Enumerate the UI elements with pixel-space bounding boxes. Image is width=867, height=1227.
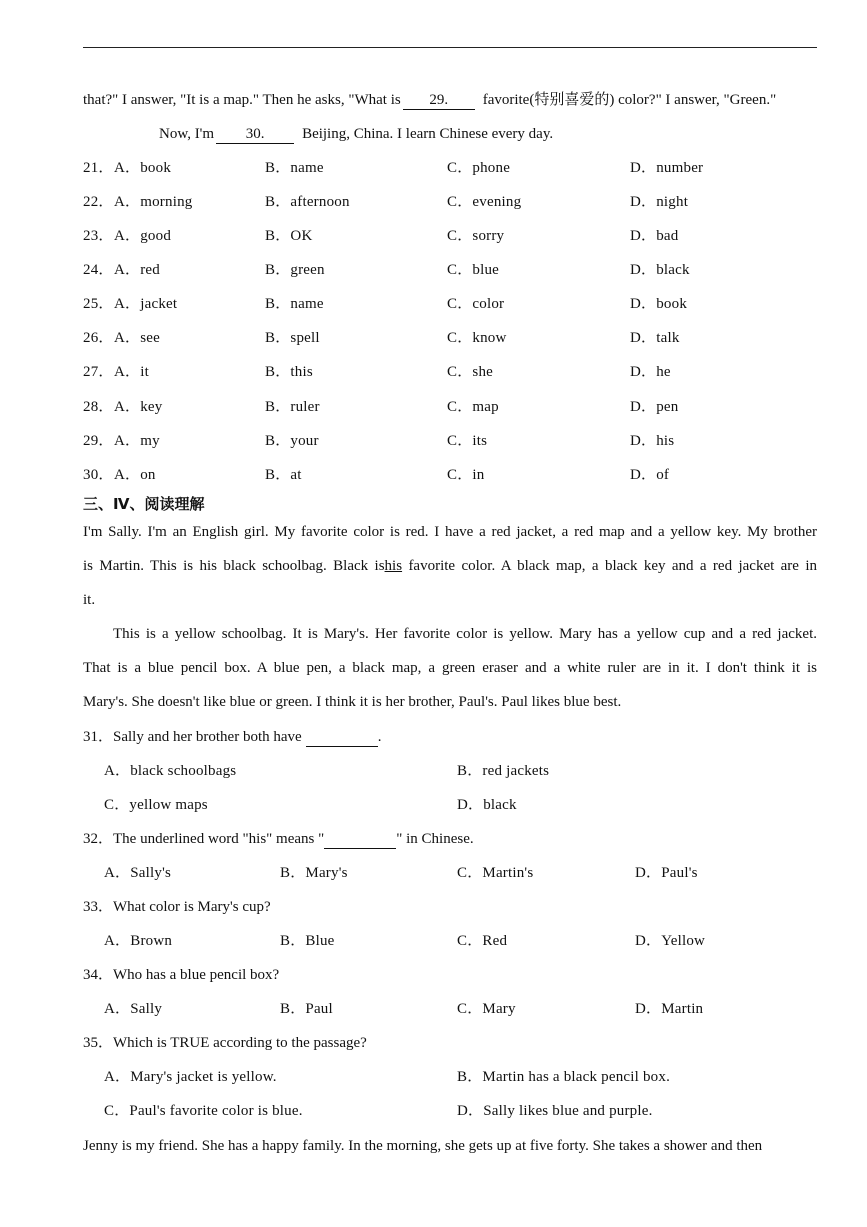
blank-29: 29. xyxy=(403,91,475,110)
passage-line: That is a blue pencil box. A blue pen, a black map, a green eraser and a white ruler are in it. I don't think it is xyxy=(83,660,817,676)
q33-option-b: B．Blue xyxy=(280,933,335,949)
question-stem: 32．The underlined word "his" means " xyxy=(83,831,325,847)
question-33: 33．What color is Mary's cup? xyxy=(83,899,271,915)
q35-option-a: A．Mary's jacket is yellow. xyxy=(104,1069,277,1085)
underlined-word-his: his xyxy=(384,558,403,574)
passage-text: favorite color. A black map, a black key and a red jacket are in xyxy=(402,558,817,574)
cloze-text: favorite(特别喜爱的) color?" I answer, "Green." xyxy=(482,92,777,108)
q35-option-d: D．Sally likes blue and purple. xyxy=(457,1103,653,1119)
section-heading: 三、Ⅳ、阅读理解 xyxy=(83,495,205,513)
q32-option-c: C．Martin's xyxy=(457,865,534,881)
q32-option-d: D．Paul's xyxy=(635,865,698,881)
q31-option-c: C．yellow maps xyxy=(104,797,208,813)
reading-passage-1 xyxy=(83,515,817,719)
option-number: 22． xyxy=(83,194,114,210)
q31-option-a: A．black schoolbags xyxy=(104,763,237,779)
option-c: C．she xyxy=(447,364,494,380)
question-tail: " in Chinese. xyxy=(396,831,474,847)
cloze-text: Beijing, China. I learn Chinese every day. xyxy=(302,126,554,142)
blank-30: 30. xyxy=(216,125,294,144)
option-d: D．bad xyxy=(630,228,679,244)
passage-line: it. xyxy=(83,592,96,608)
q32-option-a: A．Sally's xyxy=(104,865,172,881)
option-d: D．number xyxy=(630,160,704,176)
passage-line: Mary's. She doesn't like blue or green. I think it is her brother, Paul's. Paul likes blue best. xyxy=(83,694,622,710)
cloze-line-30 xyxy=(159,124,553,144)
option-b: B．afternoon xyxy=(265,194,350,210)
question-stem: 31．Sally and her brother both have xyxy=(83,729,302,745)
q33-option-a: A．Brown xyxy=(104,933,173,949)
option-b: B．your xyxy=(265,433,319,449)
option-number: 23． xyxy=(83,228,114,244)
option-d: D．book xyxy=(630,296,688,312)
q34-option-d: D．Martin xyxy=(635,1001,704,1017)
option-a: A．morning xyxy=(114,194,193,210)
q33-option-d: D．Yellow xyxy=(635,933,706,949)
option-b: B．ruler xyxy=(265,399,320,415)
option-a: A．red xyxy=(114,262,160,278)
option-c: C．map xyxy=(447,399,499,415)
option-c: C．color xyxy=(447,296,505,312)
option-c: C．know xyxy=(447,330,507,346)
option-b: B．name xyxy=(265,296,324,312)
passage-line: I'm Sally. I'm an English girl. My favorite color is red. I have a red jacket, a red map and a yellow key. My brother xyxy=(83,524,817,540)
option-c: C．evening xyxy=(447,194,522,210)
option-b: B．at xyxy=(265,467,302,483)
option-d: D．pen xyxy=(630,399,679,415)
option-number: 24． xyxy=(83,262,114,278)
q33-option-c: C．Red xyxy=(457,933,508,949)
option-d: D．his xyxy=(630,433,675,449)
option-number: 25． xyxy=(83,296,114,312)
option-number: 30． xyxy=(83,467,114,483)
answer-blank xyxy=(306,728,378,747)
option-c: C．sorry xyxy=(447,228,505,244)
q31-option-b: B．red jackets xyxy=(457,763,550,779)
question-31 xyxy=(83,727,381,747)
option-c: C．blue xyxy=(447,262,500,278)
option-d: D．of xyxy=(630,467,670,483)
option-c: C．its xyxy=(447,433,488,449)
option-b: B．spell xyxy=(265,330,320,346)
option-d: D．black xyxy=(630,262,690,278)
option-b: B．green xyxy=(265,262,325,278)
option-number: 26． xyxy=(83,330,114,346)
answer-blank xyxy=(324,830,396,849)
q35-option-c: C．Paul's favorite color is blue. xyxy=(104,1103,303,1119)
option-a: A．good xyxy=(114,228,172,244)
option-number: 28． xyxy=(83,399,114,415)
q34-option-b: B．Paul xyxy=(280,1001,333,1017)
option-a: A．on xyxy=(114,467,156,483)
option-number: 21． xyxy=(83,160,114,176)
cloze-line-29 xyxy=(83,90,776,110)
option-d: D．he xyxy=(630,364,671,380)
option-b: B．OK xyxy=(265,228,313,244)
option-a: A．key xyxy=(114,399,163,415)
passage-line: This is a yellow schoolbag. It is Mary's. Her favorite color is yellow. Mary has a yellow cup and a red jacket. xyxy=(113,626,817,642)
option-number: 27． xyxy=(83,364,114,380)
passage-text: is Martin. This is his black schoolbag. Black is xyxy=(83,558,385,574)
option-c: C．phone xyxy=(447,160,511,176)
option-d: D．talk xyxy=(630,330,680,346)
question-34: 34．Who has a blue pencil box? xyxy=(83,967,280,983)
option-a: A．it xyxy=(114,364,149,380)
cloze-text: Now, I'm xyxy=(159,126,215,142)
q34-option-c: C．Mary xyxy=(457,1001,516,1017)
option-b: B．name xyxy=(265,160,324,176)
option-number: 29． xyxy=(83,433,114,449)
option-a: A．jacket xyxy=(114,296,178,312)
q35-option-b: B．Martin has a black pencil box. xyxy=(457,1069,671,1085)
option-b: B．this xyxy=(265,364,313,380)
question-tail: . xyxy=(377,729,382,745)
reading-passage-2-start: Jenny is my friend. She has a happy family. In the morning, she gets up at five forty. She takes a shower and then xyxy=(83,1138,763,1154)
question-35: 35．Which is TRUE according to the passage? xyxy=(83,1035,367,1051)
option-c: C．in xyxy=(447,467,485,483)
passage-line xyxy=(83,549,817,583)
q34-option-a: A．Sally xyxy=(104,1001,163,1017)
q31-option-d: D．black xyxy=(457,797,517,813)
option-a: A．see xyxy=(114,330,160,346)
option-a: A．book xyxy=(114,160,172,176)
option-a: A．my xyxy=(114,433,160,449)
cloze-text: that?" I answer, "It is a map." Then he asks, "What is xyxy=(83,92,401,108)
question-32 xyxy=(83,829,474,849)
q32-option-b: B．Mary's xyxy=(280,865,348,881)
option-d: D．night xyxy=(630,194,689,210)
header-rule xyxy=(83,47,817,48)
